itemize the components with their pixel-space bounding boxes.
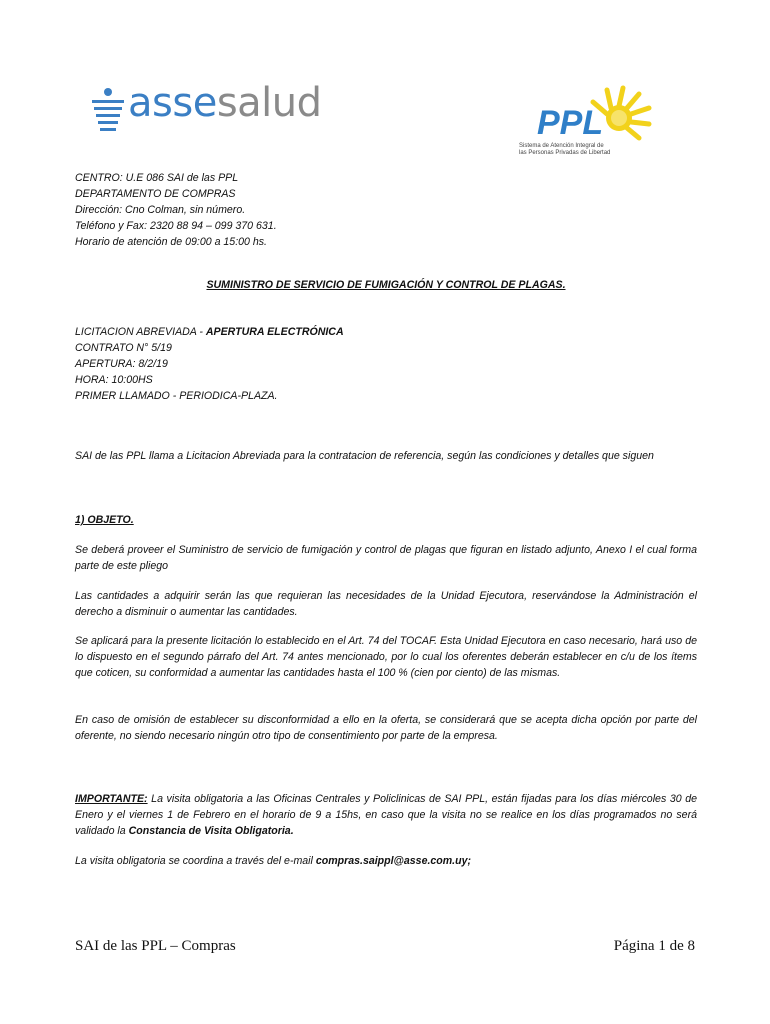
apertura-date: APERTURA: 8/2/19 (75, 358, 168, 370)
licitacion-type-label: LICITACION ABREVIADA - (75, 326, 206, 338)
header-centro: CENTRO: U.E 086 SAI de las PPL (75, 172, 239, 184)
intro-paragraph: SAI de las PPL llama a Licitacion Abreviada para la contratacion de referencia, según las condiciones y detalles que siguen (75, 450, 654, 462)
ppl-sun-icon (515, 84, 675, 156)
header-horario: Horario de atención de 09:00 a 15:00 hs. (75, 236, 268, 248)
contact-email: compras.saippl@asse.com.uy; (315, 855, 472, 867)
footer-page-number: Página 1 de 8 (613, 938, 695, 954)
objeto-paragraph-1: Se deberá proveer el Suministro de servicio de fumigación y control de plagas que figuran en listado adjunto, Anexo I el cual forma parte de este pliego (75, 544, 697, 572)
ppl-caption-line2: las Personas Privadas de Libertad (519, 150, 611, 156)
email-prefix: La visita obligatoria se coordina a través del e-mail (75, 855, 316, 867)
email-line (75, 853, 697, 869)
header-telefono: Teléfono y Fax: 2320 88 94 – 099 370 631. (75, 220, 277, 232)
header-departamento: DEPARTAMENTO DE COMPRAS (75, 188, 236, 200)
document-title: SUMINISTRO DE SERVICIO DE FUMIGACIÓN Y CONTROL DE PLAGAS. (206, 279, 566, 291)
asse-figure-icon (90, 86, 126, 138)
apertura-electronica: APERTURA ELECTRÓNICA (205, 326, 344, 338)
importante-label: IMPORTANTE: (75, 793, 148, 805)
constancia-visita: Constancia de Visita Obligatoria. (128, 825, 294, 837)
objeto-paragraph-2: Las cantidades a adquirir serán las que requieran las necesidades de la Unidad Ejecutora, reservándose la Administración el derecho a disminuir o aumentar las cantidades. (75, 590, 697, 618)
objeto-paragraph-4: En caso de omisión de establecer su disconformidad a ello en la oferta, se considerará que se acepta dicha opción por parte del oferente, no siendo necesario ningún otro tipo de consentimiento por parte de la empresa. (75, 714, 697, 742)
importante-paragraph (75, 791, 697, 839)
contrato-number: CONTRATO N° 5/19 (75, 342, 172, 354)
header-direccion: Dirección: Cno Colman, sin número. (75, 204, 246, 216)
primer-llamado: PRIMER LLAMADO - PERIODICA-PLAZA. (75, 390, 278, 402)
licitacion-type (75, 324, 575, 340)
asse-salud-logo (90, 80, 330, 138)
objeto-paragraph-3: Se aplicará para la presente licitación lo establecido en el Art. 74 del TOCAF. Esta Unidad Ejecutora en caso necesario, hará uso de lo dispuesto en el segundo párrafo del Art. 74 antes mencionado, por lo cual los oferentes deberán establecer en c/u de los ítems que coticen, su conformidad a aumentar las cantidades hasta el 100 % (cien por ciento) de las mismas. (75, 635, 697, 679)
ppl-caption-line1: Sistema de Atención Integral de (519, 143, 604, 149)
footer-department: SAI de las PPL – Compras (75, 938, 236, 954)
objeto-heading: 1) OBJETO. (75, 514, 134, 526)
ppl-logo (515, 84, 675, 156)
apertura-hour: HORA: 10:00HS (75, 374, 153, 386)
contact-header (75, 170, 475, 250)
importante-text: La visita obligatoria a las Oficinas Centrales y Policlinicas de SAI PPL, están fijadas para los días miércoles 30 de Enero y el viernes 1 de Febrero en el horario de 9 a 15hs, en caso que la visita no se realice en los días programados no será validado la (75, 793, 697, 837)
licitacion-block (75, 324, 575, 404)
ppl-wordmark: PPL (537, 104, 604, 142)
asse-salud-wordmark: assesalud (128, 80, 322, 126)
